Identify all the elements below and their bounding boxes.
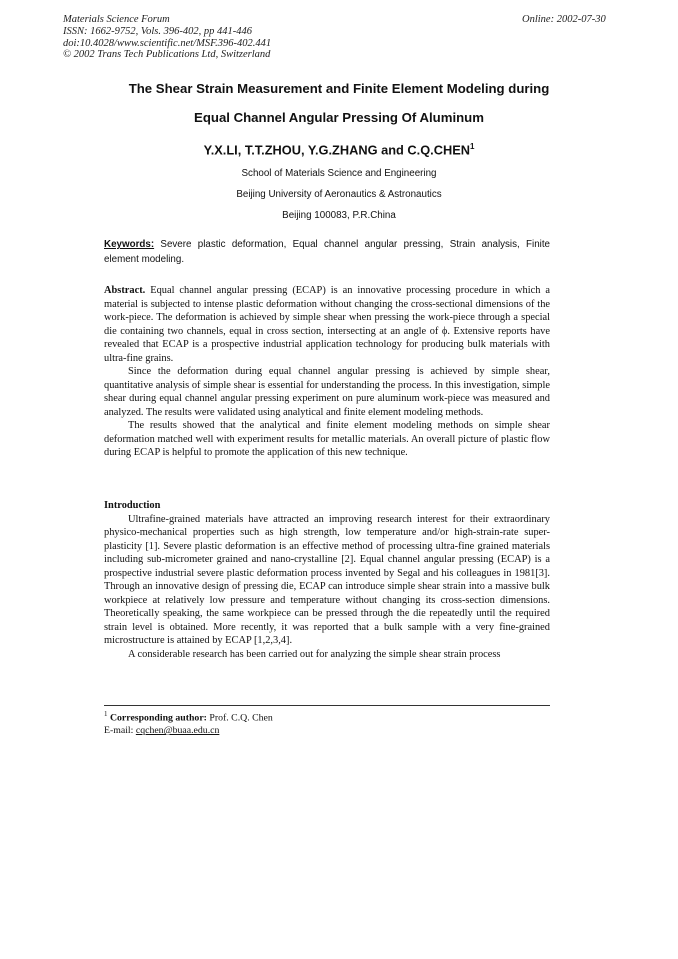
online-date: Online: 2002-07-30: [522, 14, 606, 25]
abstract-paragraph-1: [104, 284, 550, 365]
abstract-label: Abstract.: [104, 285, 146, 296]
footnote-block: [104, 708, 273, 737]
footnote-mark: 1: [104, 710, 108, 718]
abstract-p1-text: Equal channel angular pressing (ECAP) is an innovative processing procedure in which a material is subjected to intense plastic deformation without changing the cross-sectional dimensions of the work-piece. The deformation is achieved by simple shear when pressing the work-piece through a special die containing two channels, equal in cross section, intersecting at an angle of ϕ. Extensive reports have revealed that ECAP is a prospective industrial application technology for producing bulk materials with ultra-fine grains.: [104, 285, 550, 364]
abstract-paragraph-3: The results showed that the analytical and finite element modeling methods on simple shear deformation matched well with experiment results for metallic materials. An overall picture of plastic flow during ECAP is helpful to promote the application of this new technique.: [104, 420, 550, 458]
affiliation-department: School of Materials Science and Engineering: [241, 168, 437, 179]
abstract-paragraph-2: Since the deformation during equal channel angular pressing is achieved by simple shear, quantitative analysis of simple shear is essential for understanding the process. In this investigation, simple shear during equal channel angular pressing experiment on pure aluminum work-piece was measured and analyzed. The results were validated using analytical and finite element modeling methods.: [104, 366, 550, 418]
authors-text: Y.X.LI, T.T.ZHOU, Y.G.ZHANG and C.Q.CHEN: [203, 142, 470, 158]
affiliation-address: Beijing 100083, P.R.China: [282, 210, 396, 221]
introduction-paragraph-2: A considerable research has been carried out for analyzing the simple shear strain process: [128, 648, 501, 660]
author-list: [0, 142, 678, 157]
footnote-author-label: Corresponding author:: [109, 712, 207, 724]
affiliation-university: Beijing University of Aeronautics & Astronautics: [236, 189, 442, 200]
keywords-label: Keywords:: [104, 239, 155, 250]
title-line-2: Equal Channel Angular Pressing Of Aluminum: [194, 110, 484, 125]
journal-header: [63, 14, 271, 61]
copyright-line: © 2002 Trans Tech Publications Ltd, Switzerland: [63, 49, 271, 61]
footnote-divider: [104, 705, 550, 706]
doi-line[interactable]: doi:10.4028/www.scientific.net/MSF.396-402.441: [63, 37, 272, 49]
author-footnote-mark: 1: [469, 142, 475, 151]
footnote-email-line: [104, 724, 273, 737]
introduction-heading: Introduction: [104, 500, 161, 511]
journal-name: Materials Science Forum: [63, 14, 170, 25]
keywords-text: Severe plastic deformation, Equal channel angular pressing, Strain analysis, Finite element modeling.: [104, 239, 550, 265]
footnote-author-line: [104, 708, 273, 724]
issn-line: ISSN: 1662-9752, Vols. 396-402, pp 441-446: [63, 25, 252, 37]
introduction-section: [104, 499, 550, 661]
keywords-block: [104, 237, 550, 267]
email-link[interactable]: cqchen@buaa.edu.cn: [135, 725, 220, 737]
footnote-author-name: Prof. C.Q. Chen: [209, 712, 273, 724]
title-line-1: The Shear Strain Measurement and Finite Element Modeling during: [128, 81, 550, 96]
abstract-section: [104, 284, 550, 460]
email-label: E-mail:: [104, 725, 134, 737]
introduction-paragraph-1: Ultrafine-grained materials have attracted an improving research interest for their extraordinary physico-mechanical properties such as high strength, low temperature and/or high-strain-rate super-plasticity [1]. Severe plastic deformation is an effective method of processing ultra-fine grained materials including sub-micrometer grained and nano-crystalline [2]. Equal channel angular pressing (ECAP) is a prospective industrial severe plastic deformation process invented by Segal and his colleagues in 1981[3]. Through an innovative design of pressing die, ECAP can introduce simple shear strain into a massive bulk workpiece at relatively low pressure and temperature without changing its cross-section dimensions. Theoretically speaking, the same workpiece can be pressed through the die repeatedly until the required strain level is obtained. More recently, it was reported that a bulk sample with a very fine-grained microstructure is attained by ECAP [1,2,3,4].: [104, 513, 550, 646]
